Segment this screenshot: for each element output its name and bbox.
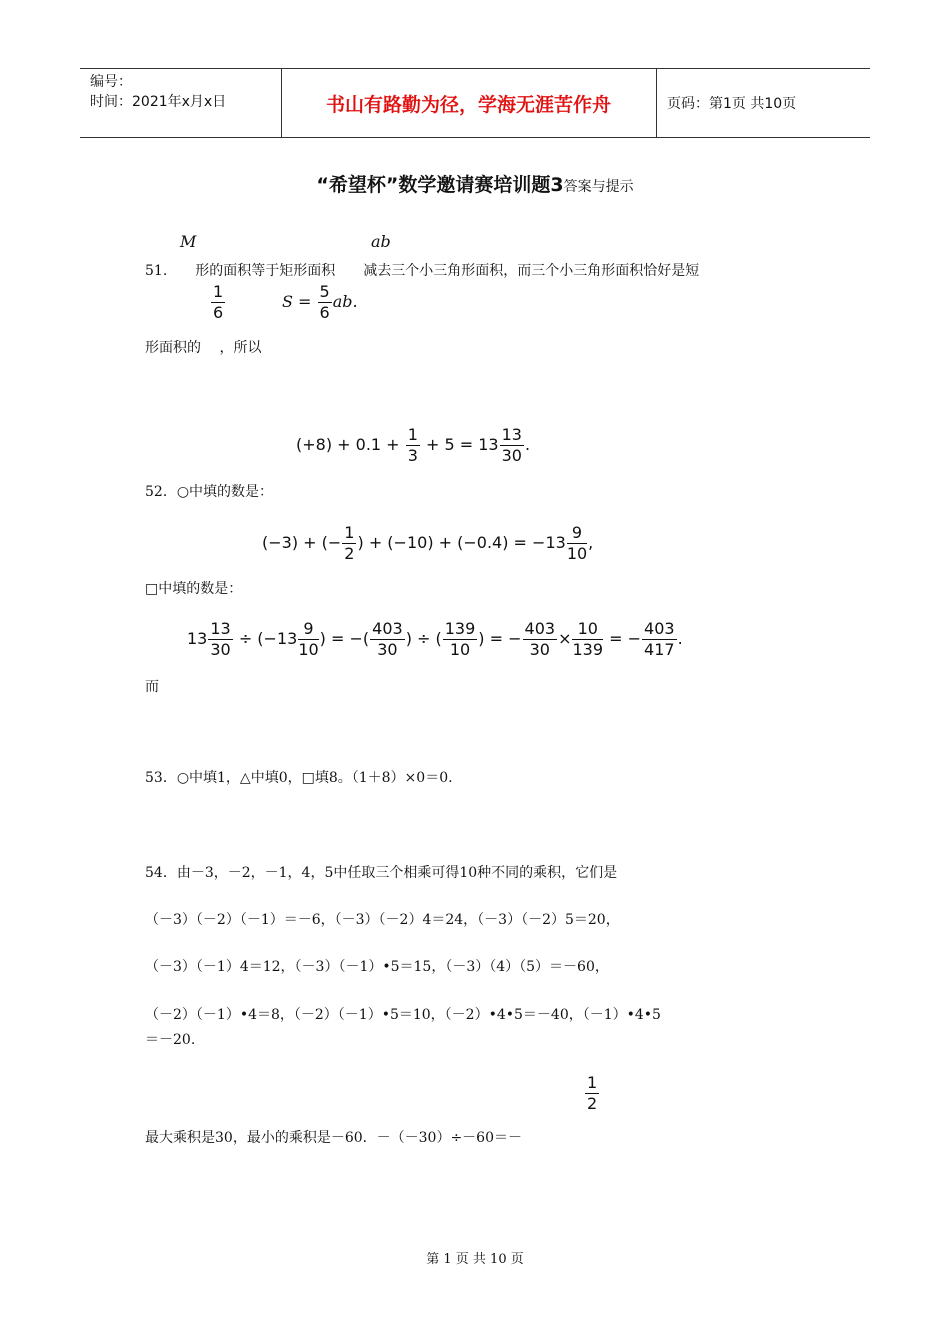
page-title (0, 170, 950, 197)
frac-num: 139 (444, 619, 476, 638)
p51-text2: 形面积的 ，所以 (145, 340, 262, 356)
p54-line3: （－3）（－1）4＝12，（－3）（－1）•5＝15，（－3）（4）（5）＝－60， (145, 959, 609, 975)
frac-num: 10 (572, 619, 603, 640)
frac-num: 1 (407, 425, 418, 444)
title-main: “希望杯”数学邀请赛培训题3 (316, 174, 564, 196)
p54-line5: ＝－20. (145, 1032, 196, 1048)
eq-part: 13 (187, 629, 208, 648)
frac-den: 30 (501, 446, 522, 465)
s-tail: ab. (332, 292, 358, 311)
p51-text: 51. 形的面积等于矩形面积 减去三个小三角形面积，而三个小三角形面积恰好是短 (145, 263, 700, 279)
frac-den: 10 (566, 544, 588, 563)
header-time-label: 时间：2021年x月x日 (90, 94, 227, 110)
p54-line6: 最大乘积是30，最小的乘积是－60．－（－30）÷－60＝－ (145, 1130, 522, 1146)
frac-num: 9 (298, 619, 318, 640)
eq-part: = − (609, 629, 642, 648)
page-footer: 第 1 页 共 10 页 (426, 1252, 524, 1267)
header-divider (656, 69, 657, 137)
frac-den: 3 (407, 446, 418, 465)
frac-num: 403 (372, 619, 403, 638)
eq-end: . (677, 629, 683, 648)
p54-fraction (584, 1073, 600, 1114)
eq-part: (+8) + 0.1 + (296, 435, 400, 454)
frac-den: 6 (319, 303, 330, 322)
eq-part: + 5 = 13 (425, 435, 499, 454)
p52-equation1 (262, 523, 593, 564)
frac-num: 1 (213, 282, 224, 301)
eq-part: ) = −( (319, 629, 370, 648)
p51-fraction (210, 282, 226, 323)
eq-part: × (558, 629, 572, 648)
header-page-info: 页码：第1页 共10页 (667, 96, 797, 112)
p54-line1: 54．由－3，－2，－1，4，5中任取三个相乘可得10种不同的乘积，它们是 (145, 865, 618, 881)
s-lhs: S = (282, 292, 312, 311)
frac-num: 13 (501, 425, 522, 444)
p51-s-formula (282, 282, 358, 323)
header-number-label: 编号： (90, 74, 132, 90)
frac-num: 403 (524, 619, 556, 638)
frac-den: 2 (587, 1094, 598, 1113)
frac-den: 10 (449, 640, 471, 659)
eq-part: ) + (−10) + (−0.4) = −13 (357, 533, 566, 552)
frac-num: 9 (567, 523, 587, 544)
p52-text3: 而 (145, 679, 159, 695)
eq-part: ) ÷ ( (405, 629, 442, 648)
header-motto: 书山有路勤为径，学海无涯苦作舟 (325, 93, 611, 116)
frac-den: 30 (377, 640, 398, 659)
p54-line2: （－3）（－2）（－1）＝－6，（－3）（－2）4＝24，（－3）（－2）5＝20， (145, 912, 620, 928)
frac-den: 417 (644, 640, 675, 659)
p53-text: 53．○中填1，△中填0，□填8。（1＋8）×0＝0. (145, 770, 453, 786)
p52-equation2 (187, 619, 683, 660)
eq-end: . (524, 435, 531, 454)
p52-text1: 52．○中填的数是： (145, 484, 274, 500)
frac-den: 2 (344, 544, 355, 563)
var-ab: ab (371, 232, 391, 251)
eq-part: (−3) + (− (262, 533, 342, 552)
p52-text2: □中填的数是： (145, 581, 243, 597)
header-meta (90, 72, 226, 112)
frac-den: 6 (213, 303, 224, 322)
title-sub: 答案与提示 (563, 179, 634, 195)
p54-line4: （－2）（－1）•4＝8，（－2）（－1）•5＝10，（－2）•4•5＝－40，（－1）•4•5 (145, 1007, 661, 1023)
frac-den: 30 (529, 640, 550, 659)
frac-num: 5 (319, 282, 330, 301)
frac-den: 139 (572, 640, 604, 659)
eq-part: ÷ (−13 (238, 629, 298, 648)
eq-end: , (588, 533, 594, 552)
frac-num: 1 (344, 523, 355, 542)
p51-equation (296, 425, 530, 466)
frac-den: 10 (298, 640, 319, 659)
frac-num: 13 (210, 619, 231, 638)
frac-num: 1 (587, 1073, 598, 1092)
document-header (80, 68, 870, 138)
var-m: M (180, 232, 197, 251)
frac-num: 403 (644, 619, 675, 638)
eq-part: ) = − (478, 629, 522, 648)
frac-den: 30 (210, 640, 231, 659)
